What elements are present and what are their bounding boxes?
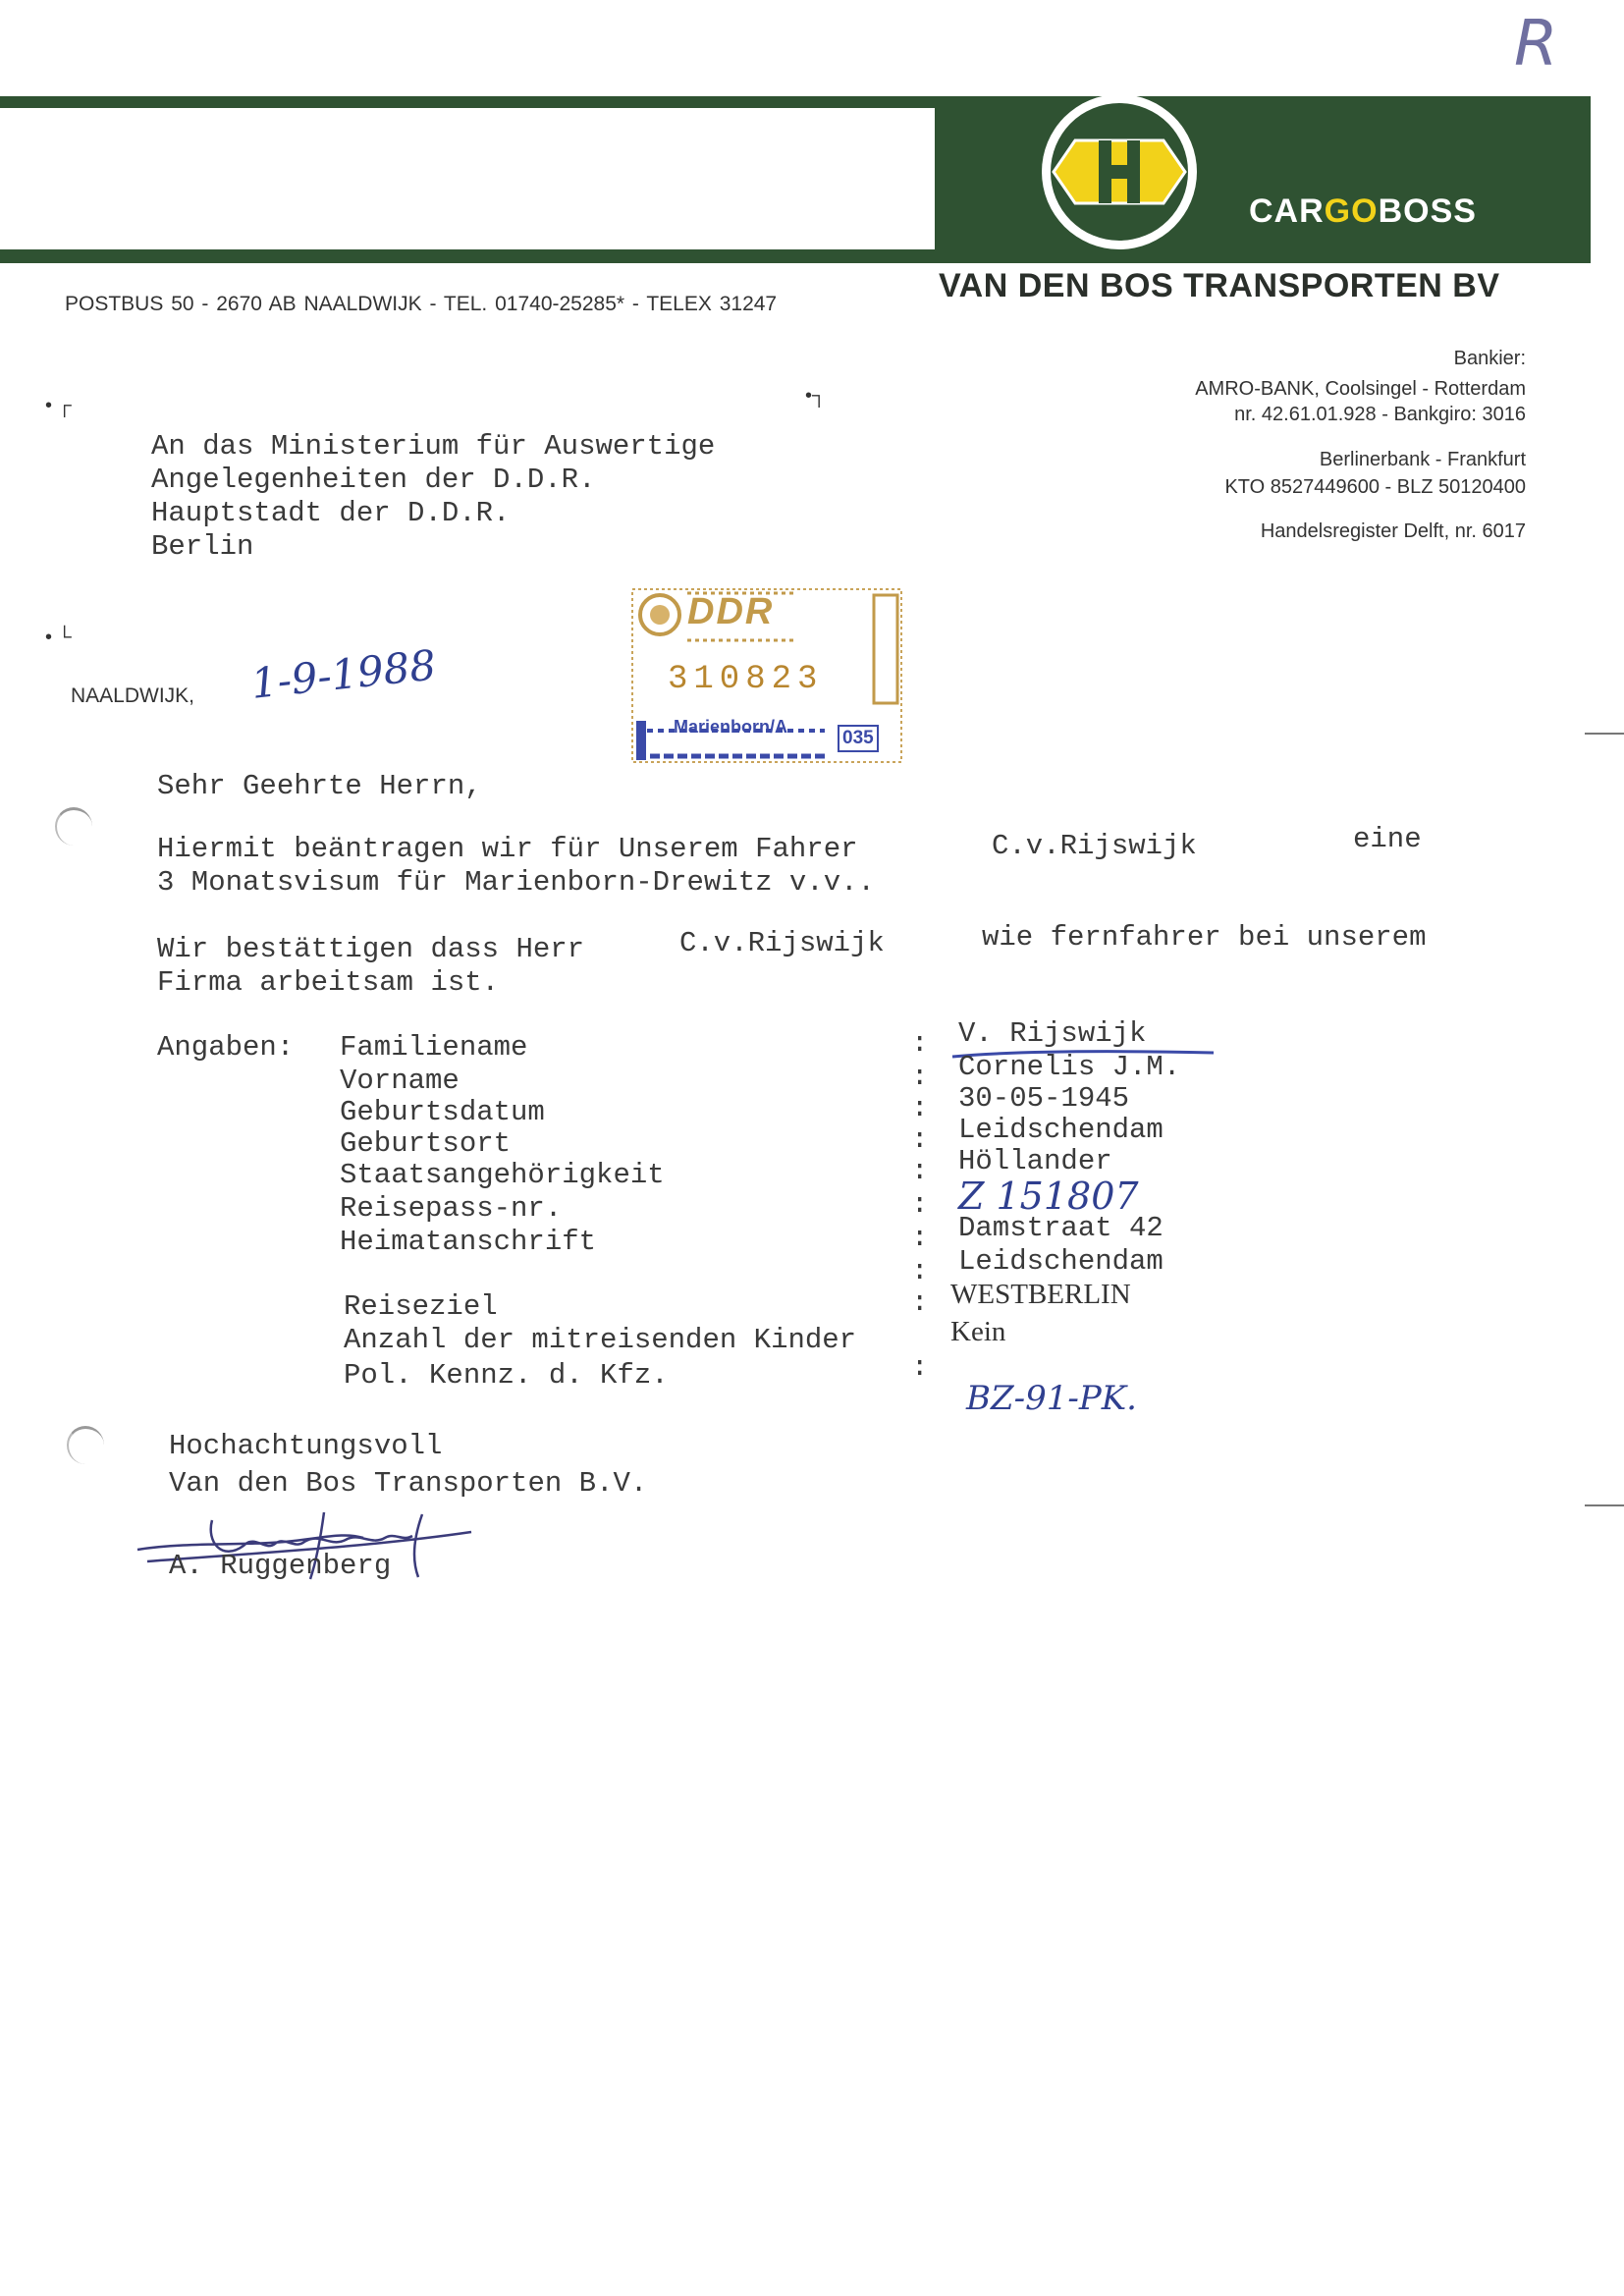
detail-colon: : (911, 1027, 929, 1060)
detail-value: Damstraat 42 (958, 1212, 1164, 1244)
stamp-number: 310823 (668, 661, 824, 698)
recipient-line: Berlin (151, 530, 254, 563)
closing-regards: Hochachtungsvoll (169, 1430, 443, 1462)
bank2-numbers: KTO 8527449600 - BLZ 50120400 (1224, 476, 1526, 498)
detail-value: Höllander (958, 1145, 1112, 1177)
detail-colon: : (911, 1155, 929, 1187)
bank1-name: AMRO-BANK, Coolsingel - Rotterdam (1195, 378, 1526, 400)
detail-colon: : (911, 1222, 929, 1254)
paragraph2-line2: Firma arbeitsam ist. (157, 966, 500, 999)
closing-company: Van den Bos Transporten B.V. (169, 1467, 648, 1500)
fold-mark (1585, 733, 1624, 735)
brand-part-car: CAR (1249, 192, 1325, 230)
detail-colon: : (911, 1188, 929, 1221)
driver-name: C.v.Rijswijk (992, 830, 1197, 862)
signer-name: A. Ruggenberg (169, 1550, 392, 1582)
detail-label: Geburtsort (340, 1127, 512, 1160)
detail-label: Familiename (340, 1031, 528, 1064)
paragraph1-end: eine (1353, 823, 1422, 855)
brand-part-go: GO (1324, 192, 1379, 230)
detail-label: Staatsangehörigkeit (340, 1159, 665, 1191)
brand-name (1249, 192, 1477, 231)
license-plate-handwritten: BZ-91-PK. (966, 1379, 1137, 1418)
corner-mark: R (1514, 8, 1558, 81)
stamp-code: 035 (838, 725, 879, 752)
detail-colon: : (911, 1061, 929, 1093)
recipient-line: Angelegenheiten der D.D.R. (151, 464, 596, 496)
detail-label: Vorname (340, 1065, 460, 1097)
detail-label: Pol. Kennz. d. Kfz. (344, 1359, 669, 1392)
punch-hole (67, 1426, 104, 1464)
date-place-label: NAALDWIJK, (71, 684, 195, 707)
stamp-place: Marienborn/A. (674, 717, 793, 737)
detail-colon: : (911, 1351, 929, 1384)
detail-value: V. Rijswijk (958, 1017, 1147, 1050)
detail-value: 30-05-1945 (958, 1082, 1130, 1115)
address-window-corner-tl: • ┌ (45, 395, 72, 416)
cargoboss-logo-icon (1036, 88, 1203, 255)
details-intro: Angaben: (157, 1031, 295, 1064)
bank-heading: Bankier: (1453, 348, 1526, 369)
detail-colon: : (911, 1123, 929, 1156)
fold-mark (1585, 1504, 1624, 1506)
detail-value: Cornelis J.M. (958, 1051, 1181, 1083)
company-address: POSTBUS 50 - 2670 AB NAALDWIJK - TEL. 01740-25285* - TELEX 31247 (65, 293, 778, 315)
paragraph2-line1-end: wie fernfahrer bei unserem (982, 921, 1427, 954)
detail-colon: : (911, 1092, 929, 1124)
detail-colon: : (911, 1255, 929, 1287)
detail-label: Heimatanschrift (340, 1226, 597, 1258)
letterhead-brand-panel (935, 96, 1591, 263)
detail-colon: : (911, 1286, 929, 1319)
recipient-address (151, 430, 715, 564)
address-window-corner-tr: •┐ (805, 385, 827, 407)
paragraph1-line1: Hiermit beäntragen wir für Unserem Fahrer (157, 833, 858, 865)
company-name: VAN DEN BOS TRANSPORTEN BV (939, 267, 1500, 304)
address-window-corner-bl: • └ (45, 627, 72, 648)
recipient-line: An das Ministerium für Auswertige (151, 430, 716, 463)
detail-value: Leidschendam (958, 1114, 1164, 1146)
driver-name-2: C.v.Rijswijk (679, 927, 885, 959)
detail-value: Kein (950, 1316, 1006, 1347)
detail-label: Reisepass-nr. (340, 1192, 563, 1225)
punch-hole (55, 807, 92, 846)
handwritten-date: 1-9-1988 (248, 640, 439, 708)
detail-label: Anzahl der mitreisenden Kinder (344, 1324, 857, 1356)
trade-register: Handelsregister Delft, nr. 6017 (1260, 520, 1526, 542)
salutation: Sehr Geehrte Herrn, (157, 770, 482, 802)
detail-value-handwritten: Z 151807 (958, 1175, 1139, 1218)
paragraph2-line1: Wir bestättigen dass Herr (157, 933, 585, 965)
detail-value: Leidschendam (958, 1245, 1164, 1278)
stamp-country: DDR (687, 591, 775, 632)
detail-value: WESTBERLIN (950, 1279, 1131, 1310)
detail-label: Geburtsdatum (340, 1096, 545, 1128)
bank2-name: Berlinerbank - Frankfurt (1319, 449, 1526, 470)
bank1-numbers: nr. 42.61.01.928 - Bankgiro: 3016 (1234, 404, 1526, 425)
detail-label: Reiseziel (344, 1290, 498, 1323)
paragraph1-line2: 3 Monatsvisum für Marienborn-Drewitz v.v.. (157, 866, 875, 899)
brand-part-boss: BOSS (1378, 192, 1477, 230)
recipient-line: Hauptstadt der D.D.R. (151, 497, 511, 529)
